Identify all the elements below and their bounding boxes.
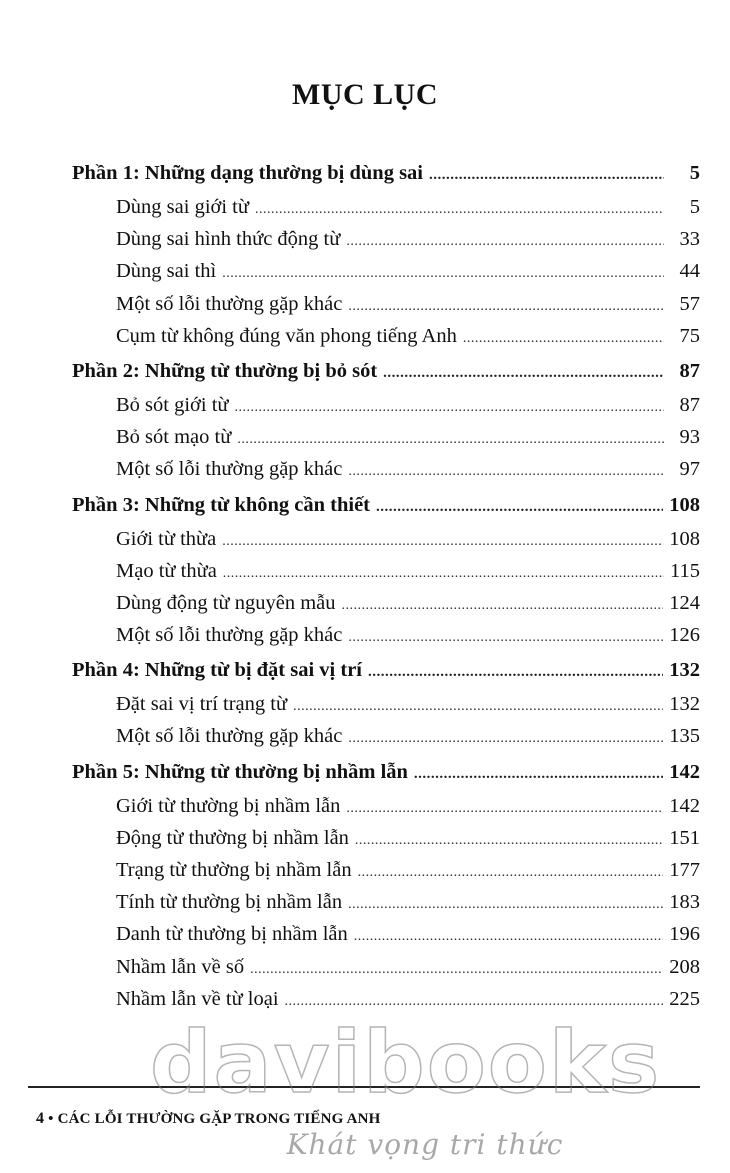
toc-entry-page: 196 — [669, 923, 700, 946]
toc-entry-page: 142 — [669, 794, 700, 817]
watermark-slogan: Khát vọng tri thức — [286, 1128, 564, 1161]
toc-subentry — [72, 983, 700, 1015]
dot-leader — [354, 921, 663, 953]
table-of-contents — [72, 156, 700, 1017]
toc-entry-page: 5 — [689, 196, 700, 218]
toc-entry-label: Giới từ thừa — [116, 527, 217, 550]
dot-leader — [237, 424, 664, 456]
dot-leader — [348, 723, 663, 755]
toc-entry-page: 87 — [679, 393, 700, 416]
toc-entry-label: Dùng sai hình thức động từ — [116, 228, 341, 251]
toc-entry-page: 108 — [669, 527, 700, 550]
toc-entry-label: Một số lỗi thường gặp khác — [116, 458, 343, 481]
toc-entry-page: 97 — [679, 458, 700, 481]
dot-leader — [222, 526, 663, 558]
dot-leader — [255, 194, 664, 226]
dot-leader — [348, 889, 663, 921]
dot-leader — [358, 857, 664, 889]
toc-subentry — [72, 587, 700, 619]
dot-leader — [429, 158, 664, 193]
dot-leader — [414, 757, 663, 792]
toc-entry-page: 87 — [679, 359, 700, 382]
toc-entry-label: Phần 5: Những từ thường bị nhầm lẫn — [72, 760, 408, 783]
toc-entry-page: 183 — [669, 891, 700, 914]
toc-subentry — [72, 320, 700, 352]
toc-subentry — [72, 688, 700, 720]
toc-subentry — [72, 918, 700, 950]
dot-leader — [463, 323, 664, 355]
dot-leader — [348, 291, 664, 323]
toc-subentry — [72, 191, 700, 223]
toc-entry-page: 132 — [669, 659, 700, 682]
dot-leader — [348, 456, 664, 488]
dot-leader — [348, 622, 663, 654]
dot-leader — [250, 954, 663, 986]
watermark-logo: davibooks — [150, 1013, 662, 1113]
toc-subentry — [72, 223, 700, 255]
toc-entry-page: 75 — [679, 324, 700, 347]
toc-entry-label: Bỏ sót giới từ — [116, 393, 229, 416]
dot-leader — [355, 825, 663, 857]
toc-entry-page: 108 — [669, 493, 700, 516]
toc-subentry — [72, 255, 700, 287]
toc-entry-label: Trạng từ thường bị nhầm lẫn — [116, 859, 352, 881]
toc-subentry — [72, 619, 700, 651]
toc-subentry — [72, 555, 700, 587]
toc-entry-page: 124 — [669, 591, 700, 614]
dot-leader — [346, 793, 663, 825]
toc-entry-label: Cụm từ không đúng văn phong tiếng Anh — [116, 324, 457, 347]
toc-entry-page: 44 — [679, 260, 700, 283]
dot-leader — [376, 490, 663, 525]
toc-entry-page: 135 — [669, 725, 700, 748]
toc-entry-label: Một số lỗi thường gặp khác — [116, 624, 343, 647]
dot-leader — [342, 590, 664, 622]
toc-entry-label: Phần 4: Những từ bị đặt sai vị trí — [72, 659, 363, 682]
toc-entry-label: Tính từ thường bị nhầm lẫn — [116, 891, 343, 914]
toc-subentry — [72, 453, 700, 485]
toc-entry-page: 177 — [669, 859, 700, 881]
dot-leader — [346, 226, 664, 258]
toc-entry-label: Danh từ thường bị nhầm lẫn — [116, 923, 348, 946]
toc-part-heading — [72, 755, 700, 790]
toc-entry-page: 33 — [679, 228, 700, 251]
toc-part-heading — [72, 488, 700, 523]
toc-entry-page: 5 — [689, 162, 700, 184]
toc-entry-label: Động từ thường bị nhầm lẫn — [116, 826, 349, 849]
toc-part-heading — [72, 354, 700, 389]
toc-entry-page: 142 — [669, 760, 700, 783]
dot-leader — [235, 392, 664, 424]
toc-entry-label: Mạo từ thừa — [116, 559, 217, 582]
toc-entry-page: 132 — [669, 693, 700, 716]
toc-subentry — [72, 523, 700, 555]
toc-subentry — [72, 886, 700, 918]
toc-entry-page: 225 — [669, 987, 700, 1010]
toc-subentry — [72, 951, 700, 983]
dot-leader — [222, 258, 664, 290]
dot-leader — [293, 691, 663, 723]
toc-subentry — [72, 288, 700, 320]
toc-entry-label: Phần 2: Những từ thường bị bỏ sót — [72, 359, 378, 382]
toc-subentry — [72, 421, 700, 453]
toc-entry-label: Bỏ sót mạo từ — [116, 426, 232, 449]
toc-entry-label: Dùng sai thì — [116, 260, 217, 283]
footer-book-title: CÁC LỖI THƯỜNG GẶP TRONG TIẾNG ANH — [57, 1111, 381, 1127]
dot-leader — [223, 558, 664, 590]
toc-entry-page: 126 — [669, 624, 700, 647]
toc-entry-label: Phần 1: Những dạng thường bị dùng sai — [72, 162, 423, 184]
toc-entry-label: Giới từ thường bị nhầm lẫn — [116, 794, 341, 817]
toc-subentry — [72, 822, 700, 854]
toc-entry-label: Một số lỗi thường gặp khác — [116, 292, 343, 315]
toc-entry-label: Một số lỗi thường gặp khác — [116, 725, 343, 748]
toc-entry-label: Phần 3: Những từ không cần thiết — [72, 493, 370, 516]
toc-entry-label: Đặt sai vị trí trạng từ — [116, 693, 288, 716]
toc-subentry — [72, 790, 700, 822]
toc-entry-label: Dùng sai giới từ — [116, 196, 249, 218]
dot-leader — [368, 655, 663, 690]
toc-subentry — [72, 720, 700, 752]
toc-entry-page: 57 — [679, 292, 700, 315]
toc-part-heading — [72, 156, 700, 191]
toc-entry-label: Nhầm lẫn về từ loại — [116, 987, 279, 1010]
page-title: MỤC LỤC — [292, 78, 438, 111]
footer-separator: • — [48, 1111, 54, 1127]
footer-page-number: 4 — [36, 1110, 45, 1127]
dot-leader — [383, 356, 664, 391]
toc-entry-page: 93 — [679, 426, 700, 449]
toc-entry-label: Dùng động từ nguyên mẫu — [116, 591, 336, 614]
toc-entry-page: 115 — [670, 559, 700, 582]
toc-entry-page: 208 — [669, 955, 700, 978]
toc-entry-label: Nhầm lẫn về số — [116, 955, 245, 978]
toc-part-heading — [72, 653, 700, 688]
toc-subentry — [72, 389, 700, 421]
toc-subentry — [72, 854, 700, 886]
toc-entry-page: 151 — [669, 826, 700, 849]
